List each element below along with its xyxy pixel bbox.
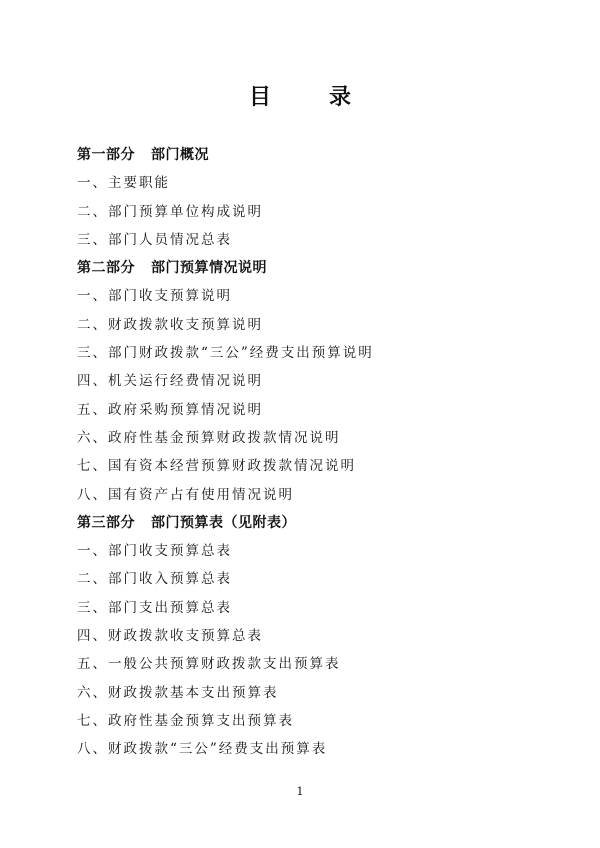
toc-part-number: 第三部分 xyxy=(77,514,135,531)
toc-item: 二、财政拨款收支预算说明 xyxy=(77,316,263,333)
toc-item: 三、部门财政拨款“三公”经费支出预算说明 xyxy=(77,345,374,362)
toc-part-label: 部门预算情况说明 xyxy=(151,260,267,277)
toc-part-number: 第二部分 xyxy=(77,260,135,277)
toc-item: 三、部门人员情况总表 xyxy=(77,231,232,248)
toc-part-heading xyxy=(77,141,537,169)
toc-item: 二、部门预算单位构成说明 xyxy=(77,203,263,220)
toc-part-heading xyxy=(77,509,537,537)
toc-item: 八、国有资产占有使用情况说明 xyxy=(77,486,294,503)
toc-item: 六、财政拨款基本支出预算表 xyxy=(77,684,279,701)
toc-item: 四、机关运行经费情况说明 xyxy=(77,373,263,390)
toc-item: 七、国有资本经营预算财政拨款情况说明 xyxy=(77,458,356,475)
toc-item: 八、财政拨款“三公”经费支出预算表 xyxy=(77,741,328,758)
toc-item: 四、财政拨款收支预算总表 xyxy=(77,628,263,645)
toc-item: 二、部门收入预算总表 xyxy=(77,571,232,588)
toc-item: 五、政府采购预算情况说明 xyxy=(77,401,263,418)
toc-item: 七、政府性基金预算支出预算表 xyxy=(77,712,294,729)
table-of-contents xyxy=(77,141,537,764)
toc-part-label: 部门预算表（见附表） xyxy=(151,514,296,531)
page-title: 目 录 xyxy=(248,85,369,110)
toc-item: 五、一般公共预算财政拨款支出预算表 xyxy=(77,656,341,673)
toc-item: 三、部门支出预算总表 xyxy=(77,599,232,616)
toc-item: 一、部门收支预算说明 xyxy=(77,288,232,305)
toc-item: 六、政府性基金预算财政拨款情况说明 xyxy=(77,429,341,446)
toc-part-number: 第一部分 xyxy=(77,147,135,163)
page-number: 1 xyxy=(296,785,304,798)
toc-part-label: 部门概况 xyxy=(151,147,209,163)
toc-part-heading xyxy=(77,254,537,282)
toc-item: 一、部门收支预算总表 xyxy=(77,543,232,560)
toc-item: 一、主要职能 xyxy=(77,175,170,192)
